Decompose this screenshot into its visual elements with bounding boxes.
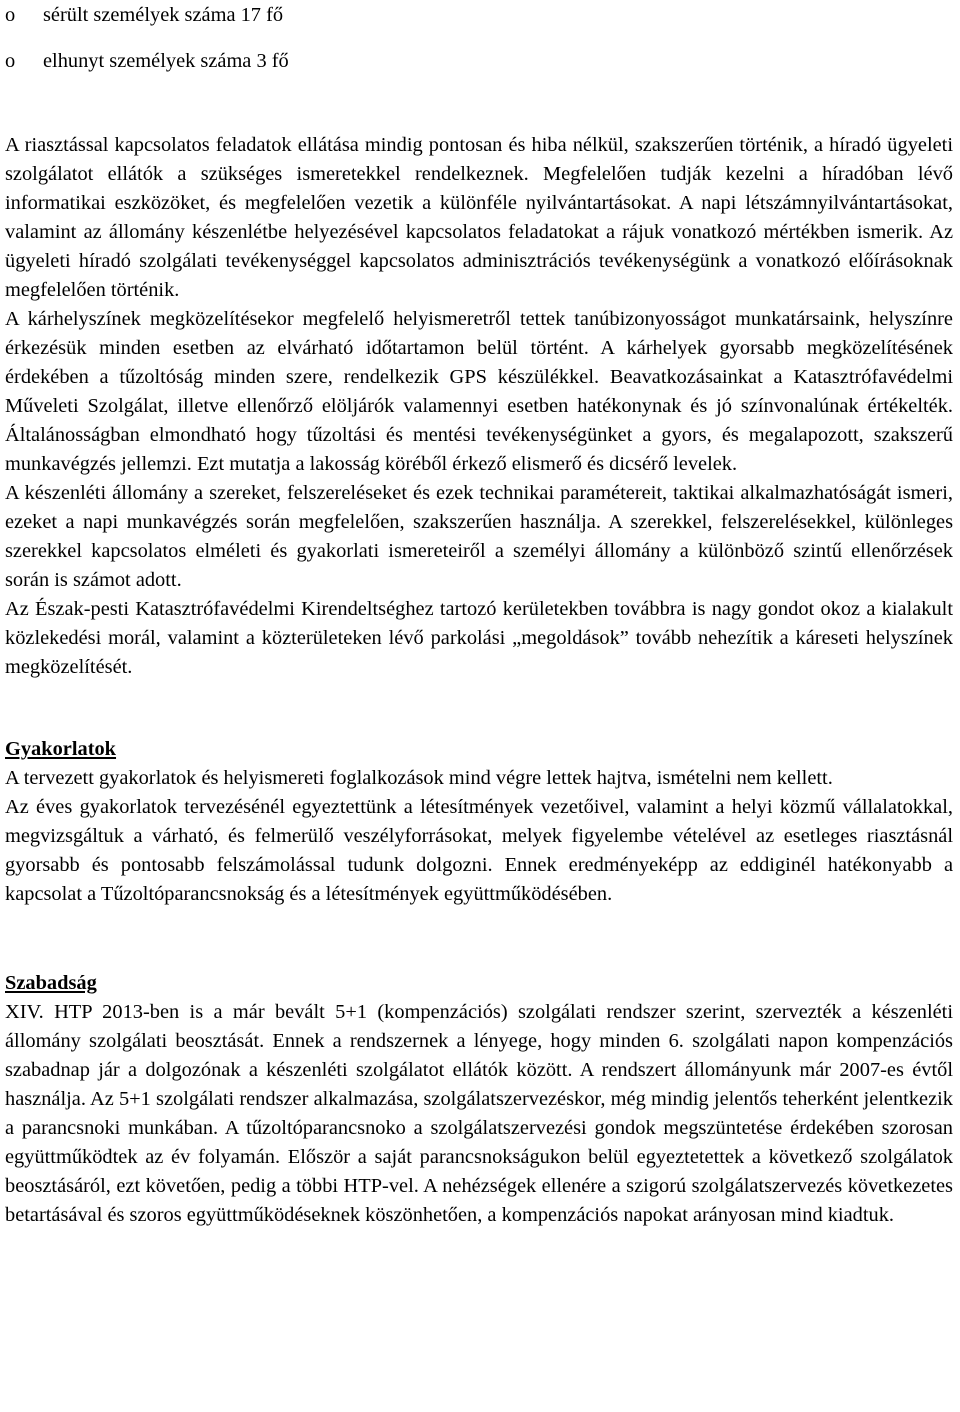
gyakorlatok-section <box>5 735 953 909</box>
document-page <box>5 0 953 1230</box>
szabadsag-section <box>5 969 953 1230</box>
list-item <box>5 1 953 30</box>
list-item-text: elhunyt személyek száma 3 fő <box>43 50 289 72</box>
paragraph-leave-system: XIV. HTP 2013-ben is a már bevált 5+1 (kompenzációs) szolgálati rendszer szerint, szervezték a készenléti állomány szolgálati beosztását. Ennek a rendszernek a lényege, hogy minden 6. szolgálati napon kompenzációs szabadnap jár a dolgozónak a készenléti szolgálatot ellátók között. A rendszert állományunk már 2007-es évtől használja. Az 5+1 szolgálati rendszer alkalmazása, szolgálatszervezéskor, még mindig jelentős teherként jelentkezik a parancsnoki munkában. A tűzoltóparancsnoko a szolgálatszervezési gondok megszüntetése érdekében szorosan együttműködtek az év folyamán. Először a saját parancsnokságukon belül egyeztetettek a következő szolgálatok beosztásáról, ezt követően, pedig a többi HTP-vel. A nehézségek ellenére a szigorú szolgálatszervezés következetes betartásával és szoros együttműködéseknek köszönhetően, a kompenzációs napokat arányosan mind kiadtuk. <box>5 1001 953 1226</box>
section-heading-gyakorlatok: Gyakorlatok <box>5 738 117 760</box>
bullet-circle-icon: o <box>5 50 16 72</box>
spacer <box>5 682 953 715</box>
paragraph-equipment: A készenléti állomány a szereket, felszereléseket és ezek technikai paramétereit, taktikai alkalmazhatóságát ismeri, ezeket a napi munkavégzés során megfelelően, szakszerűen használja. A szerekkel, felszerelésekkel, különleges szerekkel kapcsolatos elméleti és gyakorlati ismereteiről a személyi állomány a különböző szintű ellenőrzések során is számot adott. <box>5 482 953 591</box>
intro-section <box>5 131 953 682</box>
spacer <box>5 93 953 131</box>
casualty-list <box>5 0 953 76</box>
list-item <box>5 47 953 76</box>
bullet-circle-icon: o <box>5 4 16 26</box>
paragraph-exercises-done: A tervezett gyakorlatok és helyismereti foglalkozások mind végre lettek hajtva, ismételni nem kellett. <box>5 767 833 789</box>
section-heading-szabadsag: Szabadság <box>5 972 97 994</box>
paragraph-scene-access: A kárhelyszínek megközelítésekor megfelelő helyismeretről tettek tanúbizonyosságot munkatársaink, helyszínre érkezésük minden esetben az elvárható időtartamon belül történt. A kárhelyek gyorsabb megközelítésének érdekében a tűzoltóság minden szere, rendelkezik GPS készülékkel. Beavatkozásainkat a Katasztrófavédelmi Műveleti Szolgálat, illetve ellenőrző elöljárók valamennyi esetben hatékonynak és jó színvonalúnak értékelték. Általánosságban elmondható hogy tűzoltási és mentési tevékenységünket a gyors, és megalapozott, szakszerű munkavégzés jellemzi. Ezt mutatja a lakosság köréből érkező elismerő és dicsérő levelek. <box>5 308 953 475</box>
paragraph-exercise-planning: Az éves gyakorlatok tervezésénél egyeztettünk a létesítmények vezetőivel, valamint a helyi közmű vállalatokkal, megvizsgáltuk a várható, és felmerülő veszélyforrásokat, melyek figyelembe vételével az esetleges riasztásnál gyorsabb és pontosabb felszámolással tudunk dolgozni. Ennek eredményeképp az eddiginél hatékonyabb a kapcsolat a Tűzoltóparancsnokság és a létesítmények együttműködésében. <box>5 796 953 905</box>
spacer <box>5 715 953 735</box>
spacer <box>5 909 953 969</box>
list-item-text: sérült személyek száma 17 fő <box>43 4 284 26</box>
paragraph-traffic: Az Észak-pesti Katasztrófavédelmi Kirendeltséghez tartozó kerületekben továbbra is nagy gondot okoz a kialakult közlekedési morál, valamint a közterületeken lévő parkolási „megoldások” tovább nehezítik a kárеseti helyszínek megközelítését. <box>5 598 953 678</box>
paragraph-alarm-tasks: A riasztással kapcsolatos feladatok ellátása mindig pontosan és hiba nélkül, szakszerűen történik, a híradó ügyeleti szolgálatot ellátók a szükséges ismeretekkel rendelkeznek. Megfelelően tudják kezelni a híradóban lévő informatikai eszközöket, és megfelelően vezetik a különféle nyilvántartásokat. A napi létszámnyilvántartásokat, valamint az állomány készenlétbe helyezésével kapcsolatos feladatokat a rájuk vonatkozó mértékben ismerik. Az ügyeleti híradó szolgálati tevékenységgel kapcsolatos adminisztrációs tevékenységünk a vonatkozó előírásoknak megfelelően történik. <box>5 134 953 301</box>
